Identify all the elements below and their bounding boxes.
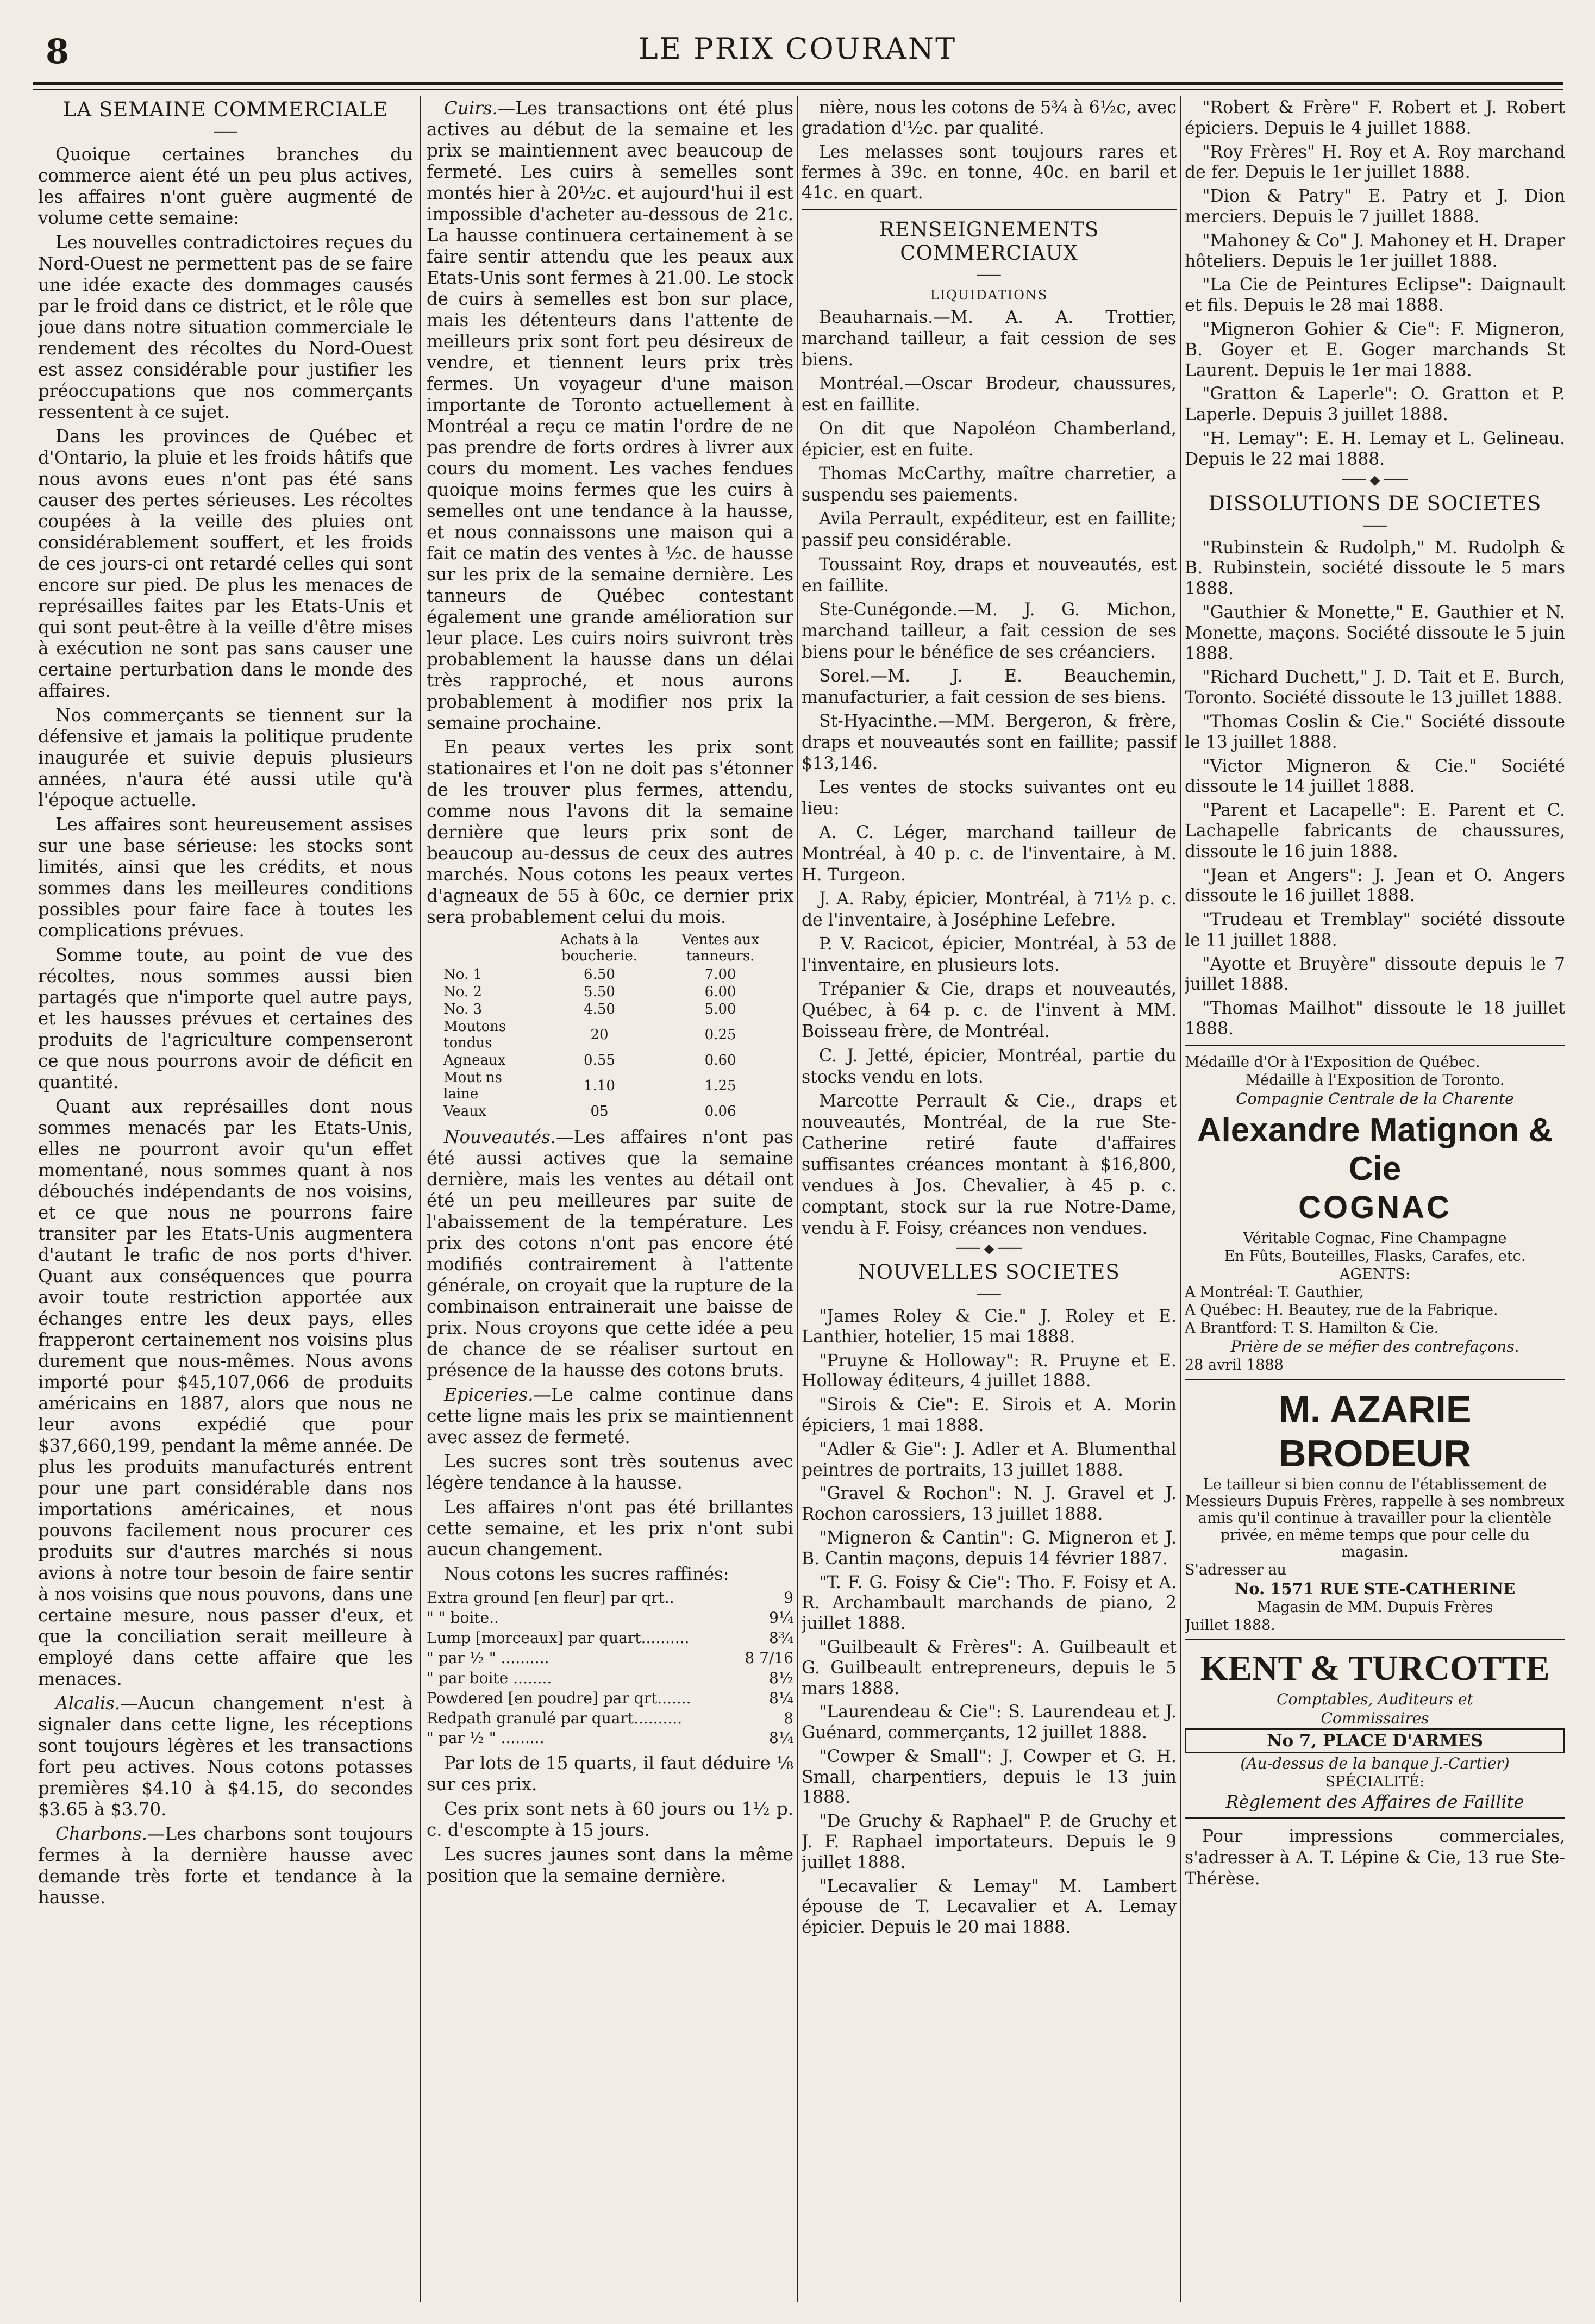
list-item: Toussaint Roy, draps et nouveautés, est en faillite. xyxy=(802,554,1177,596)
rubric-label: Epiceries. xyxy=(444,1384,534,1405)
table-cell: 05 xyxy=(590,1103,609,1120)
separator: ─── ◆ ─── xyxy=(956,1240,1022,1256)
paragraph: Nos commerçants se tiennent sur la défensive et jamais la politique prudente inaugurée et suivie depuis plusieurs années, n'aura été aussi utile qu'à l'époque actuelle. xyxy=(38,705,413,810)
table-cell: Agneaux xyxy=(443,1052,506,1069)
table-cell: Moutons tondus xyxy=(443,1018,506,1051)
price-label: Extra ground [en fleur] par qrt.. xyxy=(427,1588,674,1607)
table-cell: No. 1 xyxy=(443,966,483,983)
list-item: "H. Lemay": E. H. Lemay et L. Gelineau. Depuis le 22 mai 1888. xyxy=(1185,428,1565,469)
table-cell: 20 xyxy=(590,1026,609,1043)
list-item xyxy=(427,1628,793,1648)
table-cell: 1.10 xyxy=(584,1077,615,1094)
list-item: "Gauthier & Monette," E. Gauthier et N. Monette, maçons. Société dissoute le 5 juin 1888. xyxy=(1185,602,1565,664)
ad-subtitle: Commissaires xyxy=(1321,1709,1429,1728)
list-item: "Dion & Patry" E. Patry et J. Dion merciers. Depuis le 7 juillet 1888. xyxy=(1185,186,1565,227)
rubric-text: —Aucun changement n'est à signaler dans cette ligne, les réceptions sont toujours légères et les transactions fort peu actives. Nous cotons potasses premières $4.10 à $4.15, do secondes $3.65 à $3.70. xyxy=(38,1693,413,1820)
printing-notice: Pour impressions commerciales, s'adresser à A. T. Lépine & Cie, 13 rue Ste-Thérèse. xyxy=(1185,1827,1565,1889)
ad-description: Véritable Cognac, Fine Champagne xyxy=(1243,1230,1507,1247)
section-heading: RENSEIGNEMENTS COMMERCIAUX xyxy=(879,217,1099,265)
page-number: 8 xyxy=(46,32,70,71)
ad-agent: A Montréal: T. Gauthier, xyxy=(1185,1284,1364,1301)
paragraph: Par lots de 15 quarts, il faut déduire ⅛ sur ces prix. xyxy=(427,1753,793,1795)
ad-description: En Fûts, Bouteilles, Flasks, Carafes, etc. xyxy=(1224,1248,1526,1265)
masthead-rule xyxy=(33,82,1563,85)
table-cell: 6.00 xyxy=(704,983,736,1000)
list-item: Marcotte Perrault & Cie., draps et nouveautés, Montréal, de la rue Ste-Catherine retiré faute d'affaires suffisantes créances montant à $16,800, vendues à Jos. Chevalier, à 45 p. c. comptant, stock sur la rue Notre-Dame, vendu à F. Foisy, créances non vendues. xyxy=(802,1091,1177,1238)
list-item: "Richard Duchett," J. D. Tait et E. Burch, Toronto. Société dissoute le 13 juillet 1888. xyxy=(1185,667,1565,708)
list-item: "Thomas Coslin & Cie." Société dissoute le 13 juillet 1888. xyxy=(1185,711,1565,752)
paragraph: Les sucres jaunes sont dans la même position que la semaine dernière. xyxy=(427,1844,793,1886)
list-item: Thomas McCarthy, maître charretier, a suspendu ses paiements. xyxy=(802,464,1177,505)
ad-description: Le tailleur si bien connu de l'établissement de Messieurs Dupuis Frères, rappelle à ses nombreux amis qu'il continue à travailler pour la clientèle privée, en même temps que pour celle du magasin. xyxy=(1185,1476,1565,1561)
list-item: St-Hyacinthe.—MM. Bergeron, & frère, draps et nouveautés sont en faillite; passif $13,146. xyxy=(802,711,1177,773)
list-item: "Jean et Angers": J. Jean et O. Angers dissoute le 16 juillet 1888. xyxy=(1185,865,1565,906)
list-item: Avila Perrault, expéditeur, est en faillite; passif peu considérable. xyxy=(802,509,1177,551)
list-item: "Parent et Lacapelle": E. Parent et C. Lachapelle fabricants de chaussures, dissoute le 16 juin 1888. xyxy=(1185,801,1565,861)
ad-company: Compagnie Centrale de la Charente xyxy=(1236,1089,1514,1108)
table-cell: 0.55 xyxy=(584,1052,615,1069)
list-item: "De Gruchy & Raphael" P. de Gruchy et J. F. Raphael importateurs. Depuis le 9 juillet 1888. xyxy=(802,1811,1177,1872)
section-rule xyxy=(802,209,1177,210)
ad-product: COGNAC xyxy=(1298,1190,1452,1226)
ad-specialite-label: SPÉCIALITÉ: xyxy=(1325,1773,1425,1791)
rubric-text: —Les transactions ont été plus actives au début de la semaine et les prix se maintiennent avec beaucoup de fermeté. Les cuirs à semelles sont montés hier à 20½c. et aujourd'hui il est impossible d'acheter au-dessous de 21c. La hausse continuera certainement à se faire sentir attendu que les peaux aux Etats-Unis sont fermes à 21.00. Le stock de cuirs à semelles est bon sur place, mais les détenteurs dans l'attente de meilleurs prix sont fort peu désireux de vendre, et tiennent leurs prix très fermes. Un voyageur d'une maison importante de Toronto actuellement à Montréal a reçu ce matin l'ordre de ne pas prendre de forts ordres à livrer aux cours du moment. Les vaches fendues quoique moins fermes que les cuirs à semelles ont une tendance à la hausse, et nous connaissons une maison qui a fait ce matin des ventes à ½c. de hausse sur les prix de la semaine dernière. Les tanneurs de Québec contestant également une grande amélioration sur leur place. Les cuirs noirs suivront très probablement la hausse dans un délai très rapproché, et nous aurons probablement à modifier nos prix la semaine prochaine. xyxy=(427,98,793,733)
section-heading: NOUVELLES SOCIETES xyxy=(858,1260,1120,1284)
list-item xyxy=(427,1709,793,1729)
list-item: "T. F. G. Foisy & Cie": Tho. F. Foisy et A. R. Archambault marchands de piano, 2 juillet 1888. xyxy=(802,1572,1177,1634)
table-cell: No. 2 xyxy=(443,983,483,1000)
ad-subtitle: Comptables, Auditeurs et xyxy=(1277,1690,1473,1709)
rubric-label: Alcalis. xyxy=(55,1693,121,1714)
ad-agent: A Québec: H. Beautey, rue de la Fabrique. xyxy=(1185,1302,1498,1319)
list-item: "Cowper & Small": J. Cowper et G. H. Small, charpentiers, depuis le 13 juin 1888. xyxy=(802,1746,1177,1808)
paragraph-epiceries xyxy=(427,1384,793,1448)
list-item: "Adler & Gie": J. Adler et A. Blumenthal peintres de portraits, 13 juillet 1888. xyxy=(802,1439,1177,1480)
list-item: "Ayotte et Bruyère" dissoute depuis le 7 juillet 1888. xyxy=(1185,954,1565,995)
ad-rule xyxy=(1185,1045,1565,1046)
list-item: "Trudeau et Tremblay" société dissoute le 11 juillet 1888. xyxy=(1185,910,1565,950)
rubric-text: —Les affaires n'ont pas été aussi actives que la semaine dernière, mais les ventes au détail ont été un peu meilleures par suite de l'abaissement de la température. Les prix des cotons n'ont pas encore été modifiés contrairement à l'attente générale, on croyait que la rupture de la combinaison entrainerait une baisse de prix. Nous croyons que cette idée a peu de chance de se réaliser surtout en présence de la hausse des cotons bruts. xyxy=(427,1126,793,1380)
price-label: " " boite.. xyxy=(427,1608,499,1627)
table-cell: Veaux xyxy=(443,1103,486,1120)
list-item: "Guilbeault & Frères": A. Guilbeault et G. Guilbeault entrepreneurs, depuis le 5 mars 1888. xyxy=(802,1637,1177,1698)
list-item: "Migneron Gohier & Cie": F. Migneron, B. Goyer et E. Goger marchands St Laurent. Depuis le 1er mai 1888. xyxy=(1185,319,1565,380)
rubric-label: Cuirs. xyxy=(444,98,498,118)
accountants-advertisement xyxy=(1185,1648,1565,1812)
list-item xyxy=(427,1728,793,1748)
paragraph: Les nouvelles contradictoires reçues du Nord-Ouest ne permettent pas de se faire une idée exacte des dommages causés par le froid dans ce district, et le rôle que joue dans notre situation commerciale le rendement des récoltes du Nord-Ouest est assez considérable pour justifier les préoccupations que nos commerçants ressentent à ce sujet. xyxy=(38,232,413,422)
tailor-advertisement xyxy=(1185,1388,1565,1634)
paragraph: Les affaires sont heureusement assises sur une base sérieuse: les stocks sont limités, ainsi que les crédits, et nous sommes dans les meilleures conditions possibles pour faire face à toutes les complications prévues. xyxy=(38,814,413,941)
column-4 xyxy=(1185,98,1565,2294)
rubric-text: —Le calme continue dans cette ligne mais les prix se maintiennent avec assez de fermeté. xyxy=(427,1384,793,1447)
ad-rule xyxy=(1185,1817,1565,1819)
section-heading: DISSOLUTIONS DE SOCIETES xyxy=(1208,491,1542,515)
separator: ─── xyxy=(977,267,1001,283)
paragraph: Les affaires n'ont pas été brillantes cette semaine, et les prix n'ont subi aucun changement. xyxy=(427,1496,793,1560)
table-row xyxy=(441,1001,779,1018)
table-cell: 0.60 xyxy=(704,1052,736,1069)
price-label: " par ½ " ......... xyxy=(427,1729,545,1747)
separator: ─── xyxy=(977,1286,1001,1302)
ad-rule xyxy=(1185,1379,1565,1380)
sub-heading: LIQUIDATIONS xyxy=(930,287,1048,303)
ad-address-label: S'adresser au xyxy=(1185,1561,1286,1579)
cognac-advertisement xyxy=(1185,1054,1565,1374)
price-label: Lump [morceaux] par quart.......... xyxy=(427,1628,690,1647)
table-cell: Mout ns laine xyxy=(443,1069,502,1102)
table-cell: 5.00 xyxy=(704,1001,736,1017)
paragraph: Nous cotons les sucres raffinés: xyxy=(444,1563,729,1584)
list-item: On dit que Napoléon Chamberland, épicier, est en fuite. xyxy=(802,419,1177,460)
ad-warning: Prière de se méfier des contrefaçons. xyxy=(1230,1338,1519,1356)
list-item xyxy=(427,1588,793,1608)
price-value: 8 7/16 xyxy=(745,1648,793,1667)
column-divider xyxy=(1180,96,1181,2302)
price-label: " par boite ........ xyxy=(427,1669,552,1687)
list-item: "Migneron & Cantin": G. Migneron et J. B. Cantin maçons, depuis 14 février 1887. xyxy=(802,1528,1177,1569)
table-header: Ventes aux tanneurs. xyxy=(681,932,760,964)
column-divider xyxy=(420,96,421,2302)
table-cell: 0.06 xyxy=(704,1103,736,1120)
ad-specialite: Règlement des Affaires de Faillite xyxy=(1225,1791,1524,1813)
table-cell: 1.25 xyxy=(704,1077,736,1094)
list-item: "Mahoney & Co" J. Mahoney et H. Draper hôteliers. Depuis le 1er juillet 1888. xyxy=(1185,230,1565,271)
list-item: "James Roley & Cie." J. Roley et E. Lanthier, hotelier, 15 mai 1888. xyxy=(802,1306,1177,1347)
paragraph: Quant aux représailles dont nous sommes menacés par les Etats-Unis, elles ne pourront avoir qu'un effet momentané, nous sommes quant à nos débouchés indépendants de nos voisins, et ce que nous ne pourrons faire transiter par les Etats-Unis augmentera d'autant le trafic de nos ports d'hiver. Quant aux conséquences que pourra avoir toute restriction apportée aux échanges entre les deux pays, elles frapperont certainement nos voisins plus durement que nous-mêmes. Nous avons importé pour $45,107,066 de produits américains en 1887, alors que nous ne leur avons expédié que pour $37,660,199, pendant la même année. De plus les produits manufacturés entrent pour une part considérable dans nos importations américaines, et nous pouvons facilement nous procurer ces produits sur d'autres marchés si nous avions à notre tour besoin de faire sentir à nos voisins que nous pouvons, dans une certaine mesure, nous passer d'eux, et que la conciliation serait meilleure à employé dans cette affaire que les menaces. xyxy=(38,1096,413,1689)
ad-address-note: (Au-dessus de la banque J.-Cartier) xyxy=(1240,1754,1510,1773)
paragraph-alcalis xyxy=(38,1693,413,1820)
table-cell: No. 3 xyxy=(443,1001,483,1017)
paragraph: Ces prix sont nets à 60 jours ou 1½ p. c. d'escompte à 15 jours. xyxy=(427,1798,793,1841)
sugar-price-list xyxy=(427,1588,793,1749)
list-item: Sorel.—M. J. E. Beauchemin, manufacturier, a fait cession de ses biens. xyxy=(802,666,1177,707)
list-item: Montréal.—Oscar Brodeur, chaussures, est en faillite. xyxy=(802,374,1177,415)
price-label: Powdered [en poudre] par qrt....... xyxy=(427,1689,691,1707)
ad-title: Alexandre Matignon & Cie xyxy=(1197,1111,1553,1188)
ad-agents-label: AGENTS: xyxy=(1339,1266,1410,1283)
paragraph: Les sucres sont très soutenus avec légère tendance à la hausse. xyxy=(427,1451,793,1493)
ad-address: No. 1571 RUE STE-CATHERINE xyxy=(1234,1579,1516,1598)
list-item: "Sirois & Cie": E. Sirois et A. Morin épiciers, 1 mai 1888. xyxy=(802,1395,1177,1435)
list-item: "Pruyne & Holloway": R. Pruyne et E. Holloway éditeurs, 4 juillet 1888. xyxy=(802,1351,1177,1391)
price-value: 8¼ xyxy=(769,1729,793,1747)
hides-price-table xyxy=(441,931,779,1120)
list-item: "Roy Frères" H. Roy et A. Roy marchand de fer. Depuis le 1er juillet 1888. xyxy=(1185,142,1565,183)
list-item xyxy=(427,1608,793,1628)
rubric-label: Charbons. xyxy=(55,1823,148,1844)
section-heading: LA SEMAINE COMMERCIALE xyxy=(62,98,389,121)
list-item: Beauharnais.—M. A. A. Trottier, marchand tailleur, a fait cession de ses biens. xyxy=(802,307,1177,370)
price-value: 8½ xyxy=(769,1669,793,1687)
column-2 xyxy=(427,98,793,2294)
list-item: Ste-Cunégonde.—M. J. G. Michon, marchand tailleur, a fait cession de ses biens pour le bénéfice de ses créanciers. xyxy=(802,599,1177,662)
separator: ─── xyxy=(214,124,237,140)
list-item: "Gravel & Rochon": N. J. Gravel et J. Rochon carossiers, 13 juillet 1888. xyxy=(802,1484,1177,1525)
list-item: "Lecavalier & Lemay" M. Lambert épouse de T. Lecavalier et A. Lemay épicier. Depuis le 20 mai 1888. xyxy=(802,1876,1177,1938)
table-cell: 6.50 xyxy=(584,966,615,983)
separator: ─── xyxy=(1363,518,1387,534)
price-value: 8¼ xyxy=(769,1689,793,1707)
table-cell: 5.50 xyxy=(584,983,615,1000)
price-value: 8¾ xyxy=(769,1628,793,1647)
list-item: "Laurendeau & Cie": S. Laurendeau et J. Guénard, commerçants, 12 juillet 1888. xyxy=(802,1702,1177,1743)
price-value: 8 xyxy=(784,1709,793,1727)
list-item: "Thomas Mailhot" dissoute le 18 juillet 1888. xyxy=(1185,998,1565,1039)
table-row xyxy=(441,1018,779,1052)
ad-rule xyxy=(1185,1639,1565,1640)
ad-agent: A Brantford: T. S. Hamilton & Cie. xyxy=(1185,1320,1439,1337)
list-item: Les ventes de stocks suivantes ont eu lieu: xyxy=(802,777,1177,819)
list-item: P. V. Racicot, épicier, Montréal, à 53 de l'inventaire, en plusieurs lots. xyxy=(802,934,1177,976)
list-item: A. C. Léger, marchand tailleur de Montréal, à 40 p. c. de l'inventaire, à M. H. Turgeon. xyxy=(802,823,1177,885)
ad-medal-line: Médaille d'Or à l'Exposition de Québec. xyxy=(1185,1053,1480,1071)
paragraph: Dans les provinces de Québec et d'Ontario, la pluie et les froids hâtifs que nous avons eues n'ont pas été sans causer des pertes sérieuses. Les récoltes coupées à la veille des pluies ont considérablement souffert, et les froids de ces jours-ci ont retardé celles qui sont encore sur pied. De plus les menaces de représailles faites par les Etats-Unis et qui sont peut-être à la veille d'être mises à exécution ne sont pas sans causer une certaine perturbation dans le monde des affaires. xyxy=(38,426,413,701)
table-row xyxy=(441,1069,779,1103)
column-3 xyxy=(802,98,1177,2294)
table-header-empty xyxy=(441,931,537,966)
rubric-label: Nouveautés. xyxy=(444,1126,556,1147)
paragraph: En peaux vertes les prix sont stationaires et l'on ne doit pas s'étonner de les trouver plus fermes, attendu, comme nous l'avons dit la semaine dernière que leurs prix sont de beaucoup au-dessus de ceux des autres marchés. Nous cotons les peaux vertes d'agneaux de 55 à 60c, ce dernier prix sera probablement celui du mois. xyxy=(427,737,793,927)
table-cell: 4.50 xyxy=(584,1001,615,1017)
paragraph-nouveautes xyxy=(427,1127,793,1381)
list-item: "Victor Migneron & Cie." Société dissoute le 14 juillet 1888. xyxy=(1185,756,1565,797)
ad-date: 28 avril 1888 xyxy=(1185,1357,1284,1374)
table-row xyxy=(441,983,779,1001)
price-label: " par ½ " .......... xyxy=(427,1648,549,1667)
paragraph: Somme toute, au point de vue des récoltes, nous sommes aussi bien partagés que n'importe quel autre pays, et les hausses prévues et certaines des produits de l'agriculture compenseront ce que nous pourrons avoir de déficit en quantité. xyxy=(38,945,413,1092)
list-item xyxy=(427,1648,793,1669)
ad-address: No 7, PLACE D'ARMES xyxy=(1185,1728,1565,1753)
list-item: C. J. Jetté, épicier, Montréal, partie du stocks vendu en lots. xyxy=(802,1046,1177,1087)
list-item xyxy=(427,1669,793,1689)
masthead xyxy=(0,0,1595,82)
paragraph-charbons xyxy=(38,1823,413,1908)
table-row xyxy=(441,1052,779,1069)
ad-medal-line: Médaille à l'Exposition de Toronto. xyxy=(1245,1071,1505,1089)
column-divider xyxy=(797,96,798,2302)
paragraph: Quoique certaines branches du commerce aient été un peu plus actives, les affaires n'ont guère augmenté de volume cette semaine: xyxy=(38,144,413,228)
newspaper-title: LE PRIX COURANT xyxy=(638,32,957,66)
table-row xyxy=(441,1103,779,1120)
table-header-row xyxy=(441,931,779,966)
list-item: "Gratton & Laperle": O. Gratton et P. Laperle. Depuis 3 juillet 1888. xyxy=(1185,384,1565,425)
paragraph: Les melasses sont toujours rares et fermes à 39c. en tonne, 40c. en baril et 41c. en quart. xyxy=(802,142,1177,203)
table-row xyxy=(441,966,779,983)
list-item xyxy=(427,1689,793,1709)
column-1 xyxy=(38,98,413,2294)
rubric-text: —Les charbons sont toujours fermes à la dernière hausse avec demande très forte et tendance à la hausse. xyxy=(38,1823,413,1908)
list-item: "La Cie de Peintures Eclipse": Daignault et fils. Depuis le 28 mai 1888. xyxy=(1185,275,1565,316)
paragraph-cuirs xyxy=(427,98,793,734)
table-cell: 0.25 xyxy=(704,1026,736,1043)
price-label: Redpath granulé par quart.......... xyxy=(427,1709,683,1727)
list-item: J. A. Raby, épicier, Montréal, à 71½ p. c. de l'inventaire, à Joséphine Lefebre. xyxy=(802,889,1177,930)
list-item: "Robert & Frère" F. Robert et J. Robert épiciers. Depuis le 4 juillet 1888. xyxy=(1185,98,1565,138)
ad-title: M. AZARIE BRODEUR xyxy=(1278,1388,1472,1475)
masthead-rule-thin xyxy=(33,89,1563,90)
table-header: Achats à la boucherie. xyxy=(560,932,639,964)
list-item: Trépanier & Cie, draps et nouveautés, Québec, à 64 p. c. de l'invent à MM. Boisseau frère, de Montréal. xyxy=(802,979,1177,1042)
paragraph: nière, nous les cotons de 5¾ à 6½c, avec gradation d'½c. par qualité. xyxy=(802,98,1177,138)
list-item: "Rubinstein & Rudolph," M. Rudolph & B. Rubinstein, société dissoute le 5 mars 1888. xyxy=(1185,538,1565,599)
separator: ─── ◆ ─── xyxy=(1342,472,1408,488)
ad-address-detail: Magasin de MM. Dupuis Frères xyxy=(1256,1599,1493,1616)
ad-date: Juillet 1888. xyxy=(1185,1617,1275,1634)
price-value: 9¼ xyxy=(769,1608,793,1627)
ad-title: KENT & TURCOTTE xyxy=(1200,1648,1550,1689)
price-value: 9 xyxy=(784,1588,793,1607)
table-cell: 7.00 xyxy=(704,966,736,983)
